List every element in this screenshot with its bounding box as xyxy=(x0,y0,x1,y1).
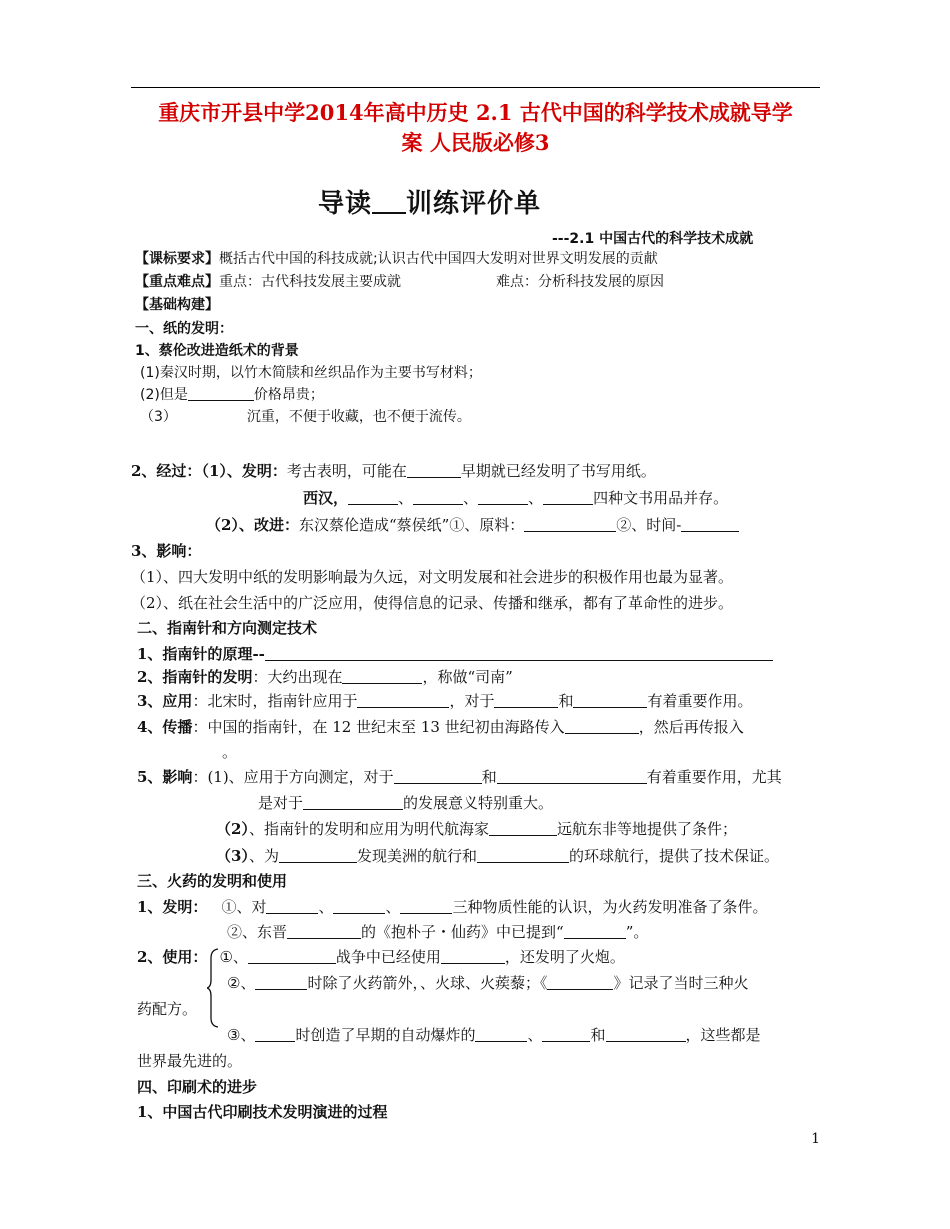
sec1-p1-c xyxy=(140,406,471,426)
sec1-p3-label: 3、影响： xyxy=(131,542,202,560)
blank-field[interactable] xyxy=(287,924,361,939)
sec3-f1-label: 1、发明： xyxy=(137,898,208,916)
sec1-p2-c-pre: 东汉蔡伦造成“蔡侯纸”①、原料： xyxy=(298,516,525,534)
sec1-p2-a-post: 早期就已经发明了书写用纸。 xyxy=(460,462,656,480)
sec3-u3-cont: 世界最先进的。 xyxy=(137,1052,243,1070)
sec2-l5 xyxy=(137,766,782,787)
sec2-l2-pre: ：大约出现在 xyxy=(252,668,343,686)
blank-field[interactable] xyxy=(394,769,482,784)
blank-field[interactable] xyxy=(547,975,613,990)
blank-field[interactable] xyxy=(475,1027,527,1042)
key-points xyxy=(135,271,401,291)
sec2-l5-b-post: 的发展意义特别重大。 xyxy=(403,794,554,812)
blank-field[interactable] xyxy=(573,693,647,708)
sec1-p1-c-post: 沉重，不便于收藏，也不便于流传。 xyxy=(246,409,471,425)
sec3-f2-pre: ②、东晋 xyxy=(227,923,288,941)
sec1-p2-c-bold: 改进： xyxy=(253,516,299,534)
sec1-p2-a-pre: 考古表明，可能在 xyxy=(286,462,407,480)
sec3-u3-post: ，这些都是 xyxy=(685,1026,761,1044)
sec1-p2-label: 2、经过： xyxy=(131,462,202,480)
sec1-p1-title: 1、蔡伦改进造纸术的背景 xyxy=(135,343,299,359)
sep: 、 xyxy=(398,489,414,507)
blank-field[interactable] xyxy=(606,1027,686,1042)
blank-field[interactable] xyxy=(265,646,773,661)
sec3-u1-pre: ①、 xyxy=(219,948,248,966)
sec2-l1 xyxy=(137,643,773,664)
blank-field[interactable] xyxy=(494,693,558,708)
blank-field[interactable] xyxy=(681,517,739,532)
sec2-l3-post: 有着重要作用。 xyxy=(647,692,753,710)
blank-field[interactable] xyxy=(564,924,626,939)
sec2-l2 xyxy=(137,666,513,687)
sec3-f2 xyxy=(227,921,648,942)
sec1-p1-a: (1)秦汉时期，以竹木简牍和丝织品作为主要书写材料； xyxy=(140,365,482,381)
heading-blank xyxy=(372,190,406,214)
blank-field[interactable] xyxy=(400,899,452,914)
sec2-l7 xyxy=(216,845,779,866)
sec2-l6-post: 远航东非等地提供了条件； xyxy=(556,820,737,838)
header-rule xyxy=(131,87,820,88)
page-number: 1 xyxy=(811,1131,820,1147)
sec2-l3-bold: 3、应用 xyxy=(137,692,193,710)
blank-field[interactable] xyxy=(441,949,505,964)
sec1-p2-b xyxy=(303,487,728,508)
sec3-u3-and: 和 xyxy=(590,1026,606,1044)
blank-field[interactable] xyxy=(342,669,422,684)
sec2-l6 xyxy=(216,818,737,839)
sec4-title: 四、印刷术的进步 xyxy=(137,1078,258,1096)
sec1-p2-b-post: 四种文书用品并存。 xyxy=(593,489,729,507)
sec3-u2-pre: ②、 xyxy=(227,974,256,992)
sec1-p1-b-pre: (2)但是 xyxy=(140,387,188,403)
sep: 、 xyxy=(385,898,401,916)
key-label: 【重点难点】 xyxy=(135,274,219,290)
sec2-l5-pre: ：(1)、应用于方向测定，对于 xyxy=(192,768,394,786)
sec3-u2 xyxy=(227,972,748,993)
blank-field[interactable] xyxy=(413,490,463,505)
blank-field[interactable] xyxy=(255,1027,295,1042)
sec2-l7-num: （3） xyxy=(216,847,249,865)
sec2-l4-end: 。 xyxy=(222,743,238,761)
sec1-p1-b-post: 价格昂贵； xyxy=(253,387,324,403)
sec2-l5-b-pre: 是对于 xyxy=(258,794,304,812)
blank-field[interactable] xyxy=(565,719,639,734)
sec1-p2-c xyxy=(206,514,739,535)
sec1-p2-a-num: （1）、 xyxy=(201,462,242,480)
sec2-l7-pre: 、为 xyxy=(248,847,279,865)
sec2-l3-mid1: ，对于 xyxy=(449,692,495,710)
document-title-line1: 重庆市开县中学2014年高中历史 2.1 古代中国的科学技术成就导学 xyxy=(158,100,793,125)
sec3-f2-mid: 的《抱朴子・仙药》中已提到“ xyxy=(361,923,564,941)
blank-field[interactable] xyxy=(348,490,398,505)
worksheet-heading-b: 训练评价单 xyxy=(406,189,542,219)
blank-field[interactable] xyxy=(489,821,557,836)
sec2-l5-mid: 和 xyxy=(481,768,497,786)
sec1-p2-a-bold: 发明： xyxy=(241,462,287,480)
sec3-u-label: 2、使用： xyxy=(137,948,208,966)
sec2-l3-mid2: 和 xyxy=(558,692,574,710)
sec3-f1 xyxy=(137,896,768,917)
blank-field[interactable] xyxy=(542,1027,590,1042)
worksheet-heading-a: 导读 xyxy=(318,189,373,219)
blank-field[interactable] xyxy=(333,899,385,914)
sec2-l3-pre: ：北宋时，指南针应用于 xyxy=(192,692,358,710)
sec2-l6-num: （2） xyxy=(216,820,249,838)
blank-field[interactable] xyxy=(255,975,307,990)
sec2-l7-mid: 发现美洲的航行和 xyxy=(356,847,477,865)
sec3-f1-pre: ①、对 xyxy=(221,898,267,916)
sec3-u1-mid: 战争中已经使用 xyxy=(335,948,441,966)
sec2-l4 xyxy=(137,716,744,737)
sec2-l2-post: ，称做“司南” xyxy=(422,668,513,686)
basis-label: 【基础构建】 xyxy=(135,297,219,313)
blank-field[interactable] xyxy=(543,490,593,505)
sec2-title: 二、指南针和方向测定技术 xyxy=(137,619,318,637)
sec1-p2-c-mid: ②、时间- xyxy=(616,516,682,534)
sec3-u2-mid: 时除了火药箭外，、火球、火蒺藜；《 xyxy=(307,974,548,992)
sec3-u3 xyxy=(227,1024,761,1045)
sec3-f1-post: 三种物质性能的认识，为火药发明准备了条件。 xyxy=(452,898,768,916)
worksheet-subheading: ---2.1 中国古代的科学技术成就 xyxy=(552,231,754,247)
sec1-p1-b xyxy=(140,384,324,404)
sep: 、 xyxy=(528,489,544,507)
blank-field[interactable] xyxy=(477,848,569,863)
sec3-f2-post: ”。 xyxy=(625,923,649,941)
sec3-u2-post: 》记录了当时三种火 xyxy=(613,974,749,992)
sec1-p2-c-num: （2）、 xyxy=(206,516,254,534)
blank-field[interactable] xyxy=(303,795,403,810)
blank-field[interactable] xyxy=(266,899,318,914)
sec4-p1: 1、中国古代印刷技术发明演进的过程 xyxy=(137,1103,388,1121)
blank-field[interactable] xyxy=(478,490,528,505)
blank-field[interactable] xyxy=(248,949,336,964)
sec2-l3 xyxy=(137,690,753,711)
sec2-l5-post: 有着重要作用，尤其 xyxy=(646,768,782,786)
document-title-line2: 案 人民版必修3 xyxy=(401,130,550,155)
sec3-title: 三、火药的发明和使用 xyxy=(137,872,288,890)
sec2-l4-pre: ：中国的指南针，在 12 世纪末至 13 世纪初由海路传入 xyxy=(192,718,565,736)
sec3-u2-cont: 药配方。 xyxy=(137,1000,198,1018)
worksheet-heading xyxy=(318,183,541,220)
sec2-l6-pre: 、指南针的发明和应用为明代航海家 xyxy=(248,820,489,838)
sec1-p2-b-bold: 西汉， xyxy=(303,489,349,507)
sec2-l1-label: 1、指南针的原理-- xyxy=(137,645,265,663)
sec3-u1 xyxy=(137,946,625,967)
sec3-u3-mid: 时创造了早期的自动爆炸的 xyxy=(295,1026,476,1044)
sec2-l7-post: 的环球航行，提供了技术保证。 xyxy=(568,847,779,865)
sep: 、 xyxy=(527,1026,543,1044)
sec2-l4-post: ，然后再传报入 xyxy=(638,718,744,736)
difficult-points: 难点：分析科技发展的原因 xyxy=(496,274,664,290)
req-text: 概括古代中国的科技成就;认识古代中国四大发明对世界文明发展的贡献 xyxy=(219,251,658,267)
blank-field[interactable] xyxy=(279,848,357,863)
sec1-title: 一、纸的发明： xyxy=(135,321,233,337)
blank-field[interactable] xyxy=(524,517,616,532)
sec1-p2-a xyxy=(131,460,656,481)
sec1-p3-a: （1）、四大发明中纸的发明影响最为久远，对文明发展和社会进步的积极作用也最为显著。 xyxy=(131,568,734,586)
req-label: 【课标要求】 xyxy=(135,251,219,267)
blank-field[interactable] xyxy=(188,386,254,401)
sep: 、 xyxy=(318,898,334,916)
sec3-u1-post: ，还发明了火炮。 xyxy=(504,948,625,966)
sec3-u3-pre: ③、 xyxy=(227,1026,256,1044)
sep: 、 xyxy=(463,489,479,507)
sec2-l5-b xyxy=(258,792,553,813)
curriculum-requirement xyxy=(135,248,658,268)
sec2-l5-bold: 5、影响 xyxy=(137,768,193,786)
blank-field[interactable] xyxy=(407,463,461,478)
key-text: 重点：古代科技发展主要成就 xyxy=(219,274,401,290)
sec2-l4-bold: 4、传播 xyxy=(137,718,193,736)
sec2-l2-bold: 2、指南针的发明 xyxy=(137,668,253,686)
blank-field[interactable] xyxy=(497,769,647,784)
sec1-p3-b: （2）、纸在社会生活中的广泛应用，使得信息的记录、传播和继承，都有了革命性的进步。 xyxy=(131,594,734,612)
blank-field[interactable] xyxy=(357,693,449,708)
sec1-p1-c-pre: （3） xyxy=(140,409,177,425)
